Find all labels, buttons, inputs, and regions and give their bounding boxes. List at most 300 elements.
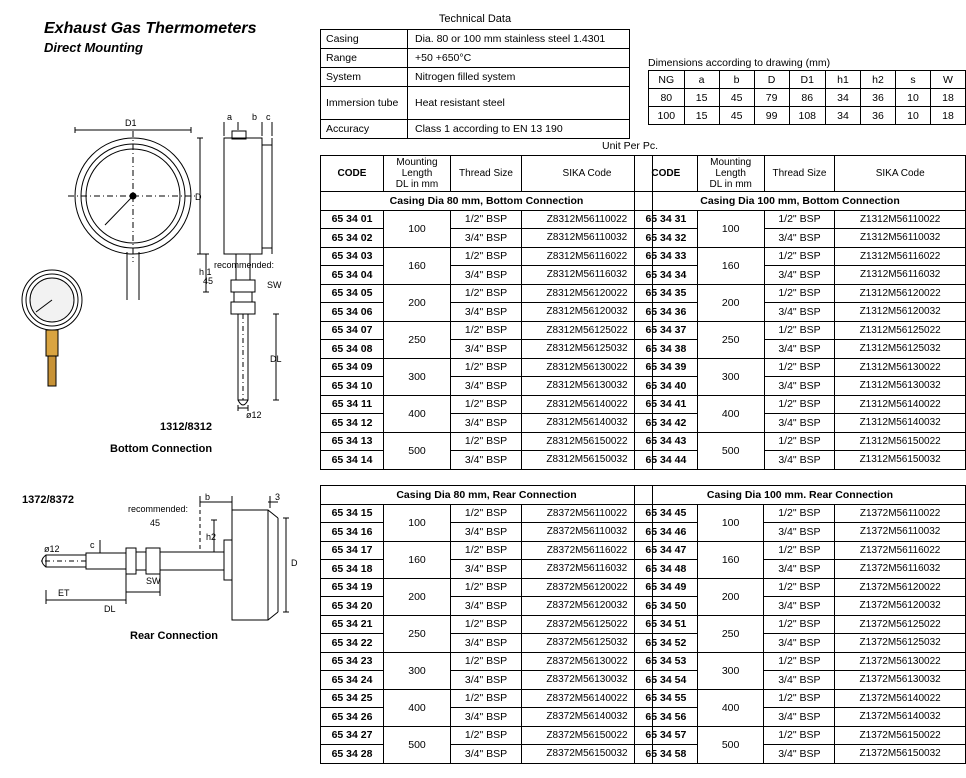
dim-header: h2 [860,71,895,89]
col-header-thread: Thread Size [451,156,522,192]
table-dia100-rear [634,485,966,764]
section-title-row [635,486,966,505]
cell-sika: Z1312M56120032 [835,303,966,322]
cell-length: 500 [384,726,451,763]
cell-code: 65 34 47 [635,541,698,560]
dim-cell: 10 [895,107,930,125]
cell-thread: 1/2" BSP [451,652,522,671]
table-row [321,321,653,340]
cell-thread: 1/2" BSP [451,615,522,634]
section-title: Casing Dia 100 mm, Bottom Connection [635,192,966,211]
dim-cell: 79 [754,89,789,107]
table-row [321,395,653,414]
cell-thread: 3/4" BSP [451,414,522,433]
cell-code: 65 34 51 [635,615,698,634]
cell-thread: 3/4" BSP [451,560,522,579]
dim-cell: 108 [789,107,825,125]
table-row [635,321,966,340]
dim-cell: 100 [649,107,685,125]
cell-code: 65 34 04 [321,266,384,285]
table-row [321,634,653,653]
cell-sika: Z1312M56150032 [835,451,966,470]
svg-text:b: b [252,112,258,122]
cell-code: 65 34 50 [635,597,698,616]
cell-thread: 1/2" BSP [451,358,522,377]
table-dia80-rear [320,485,653,764]
table-row [321,414,653,433]
technical-data-title: Technical Data [438,13,512,25]
table-row [635,578,966,597]
cell-code: 65 34 57 [635,726,698,745]
cell-code: 65 34 32 [635,229,698,248]
cell-sika: Z8372M56130022 [522,652,653,671]
cell-code: 65 34 14 [321,451,384,470]
cell-length: 200 [384,578,451,615]
cell-sika: Z8372M56116022 [522,541,653,560]
table-row [635,303,966,322]
cell-sika: Z1372M56130032 [835,671,966,690]
tech-label: Range [321,49,408,68]
cell-sika: Z1312M56140032 [835,414,966,433]
dimensions-title: Dimensions according to drawing (mm) [648,57,831,69]
cell-length: 160 [697,247,764,284]
cell-code: 65 34 23 [321,652,384,671]
cell-length: 250 [384,321,451,358]
cell-sika: Z8312M56110022 [522,210,653,229]
dim-cell: 80 [649,89,685,107]
cell-code: 65 34 55 [635,689,698,708]
cell-thread: 1/2" BSP [451,504,522,523]
cell-code: 65 34 13 [321,432,384,451]
cell-thread: 1/2" BSP [451,247,522,266]
cell-sika: Z8372M56140032 [522,708,653,727]
cell-sika: Z8312M56150022 [522,432,653,451]
table-row [321,120,630,139]
cell-code: 65 34 22 [321,634,384,653]
table-row [321,597,653,616]
cell-length: 500 [697,432,764,469]
cell-code: 65 34 16 [321,523,384,542]
cell-thread: 3/4" BSP [764,266,835,285]
cell-sika: Z8372M56130032 [522,671,653,690]
cell-thread: 1/2" BSP [451,689,522,708]
table-row [635,432,966,451]
cell-code: 65 34 11 [321,395,384,414]
cell-thread: 1/2" BSP [764,210,835,229]
dimensions-table [648,70,966,125]
cell-code: 65 34 49 [635,578,698,597]
dim-cell: 86 [789,89,825,107]
cell-thread: 3/4" BSP [451,377,522,396]
cell-length: 300 [384,358,451,395]
table-row [321,708,653,727]
cell-sika: Z1312M56125032 [835,340,966,359]
cell-sika: Z8312M56120032 [522,303,653,322]
cell-sika: Z8312M56125022 [522,321,653,340]
cell-code: 65 34 20 [321,597,384,616]
table-dia100-bottom [634,155,966,470]
table-row [321,87,630,120]
dim-cell: 99 [754,107,789,125]
svg-text:h 1: h 1 [199,267,212,277]
cell-sika: Z1372M56140022 [835,689,966,708]
cell-sika: Z8312M56110032 [522,229,653,248]
dim-header: D [754,71,789,89]
cell-thread: 3/4" BSP [764,377,835,396]
table-row [635,451,966,470]
cell-thread: 3/4" BSP [764,708,835,727]
cell-length: 300 [697,358,764,395]
cell-thread: 3/4" BSP [764,523,835,542]
dim-header: W [930,71,965,89]
cell-thread: 3/4" BSP [451,229,522,248]
cell-code: 65 34 41 [635,395,698,414]
dim-cell: 18 [930,107,965,125]
svg-text:DL: DL [104,604,116,614]
table-row [635,414,966,433]
table-row [649,89,966,107]
cell-thread: 3/4" BSP [764,340,835,359]
cell-code: 65 34 35 [635,284,698,303]
svg-text:45: 45 [150,518,161,528]
cell-sika: Z8372M56125032 [522,634,653,653]
table-row [321,560,653,579]
col-header-code: CODE [635,156,698,192]
cell-code: 65 34 26 [321,708,384,727]
cell-thread: 1/2" BSP [451,578,522,597]
svg-text:SW: SW [267,280,282,290]
cell-code: 65 34 03 [321,247,384,266]
cell-length: 160 [384,247,451,284]
cell-thread: 3/4" BSP [451,671,522,690]
cell-thread: 1/2" BSP [764,541,835,560]
cell-code: 65 34 07 [321,321,384,340]
dim-cell: 15 [684,89,719,107]
table-row [321,303,653,322]
table-row [321,49,630,68]
cell-sika: Z8312M56116032 [522,266,653,285]
cell-code: 65 34 43 [635,432,698,451]
table-header-row [321,156,653,192]
cell-sika: Z1312M56150022 [835,432,966,451]
figure-label-1372: 1372/8372 [22,494,74,506]
svg-text:D: D [291,558,298,568]
dim-header: b [719,71,754,89]
table-row [635,652,966,671]
cell-thread: 3/4" BSP [451,523,522,542]
cell-thread: 3/4" BSP [764,303,835,322]
table-row [321,210,653,229]
table-row [635,615,966,634]
cell-code: 65 34 05 [321,284,384,303]
cell-code: 65 34 17 [321,541,384,560]
figure-label-1312: 1312/8312 [160,421,212,433]
cell-length: 250 [697,321,764,358]
cell-code: 65 34 09 [321,358,384,377]
table-row [321,615,653,634]
table-row [321,504,653,523]
cell-thread: 1/2" BSP [764,284,835,303]
cell-sika: Z1312M56110032 [835,229,966,248]
cell-thread: 1/2" BSP [451,284,522,303]
cell-code: 65 34 33 [635,247,698,266]
cell-thread: 1/2" BSP [764,321,835,340]
svg-text:D1: D1 [125,118,137,128]
col-header-sika: SIKA Code [522,156,653,192]
cell-thread: 1/2" BSP [451,541,522,560]
table-row [635,671,966,690]
cell-code: 65 34 44 [635,451,698,470]
section-title-row [635,192,966,211]
cell-sika: Z1372M56120032 [835,597,966,616]
cell-sika: Z8372M56110032 [522,523,653,542]
cell-thread: 1/2" BSP [764,432,835,451]
cell-code: 65 34 12 [321,414,384,433]
svg-text:b: b [205,492,211,502]
cell-code: 65 34 10 [321,377,384,396]
svg-text:c: c [266,112,271,122]
table-row [321,229,653,248]
cell-sika: Z1372M56125022 [835,615,966,634]
cell-code: 65 34 28 [321,745,384,764]
cell-length: 400 [384,395,451,432]
cell-sika: Z1312M56110022 [835,210,966,229]
cell-sika: Z1312M56130022 [835,358,966,377]
cell-sika: Z8312M56140022 [522,395,653,414]
tech-label: Immersion tube [321,87,408,120]
svg-text:c: c [90,540,95,550]
dim-header: h1 [825,71,860,89]
cell-sika: Z1372M56116022 [835,541,966,560]
dim-cell: 36 [860,107,895,125]
cell-thread: 1/2" BSP [451,395,522,414]
cell-sika: Z8372M56120032 [522,597,653,616]
table-row [321,247,653,266]
table-row [635,745,966,764]
cell-code: 65 34 19 [321,578,384,597]
table-row [635,726,966,745]
cell-code: 65 34 01 [321,210,384,229]
cell-thread: 1/2" BSP [764,615,835,634]
cell-sika: Z8372M56150022 [522,726,653,745]
table-row [635,395,966,414]
table-row [321,689,653,708]
cell-code: 65 34 31 [635,210,698,229]
table-row [635,247,966,266]
cell-thread: 3/4" BSP [451,745,522,764]
cell-thread: 1/2" BSP [764,358,835,377]
cell-sika: Z1372M56150032 [835,745,966,764]
table-row [321,266,653,285]
svg-text:ø12: ø12 [246,410,262,420]
table-row [321,432,653,451]
svg-text:SW: SW [146,576,161,586]
cell-code: 65 34 34 [635,266,698,285]
table-row [635,541,966,560]
cell-thread: 3/4" BSP [764,634,835,653]
svg-text:3: 3 [275,492,281,502]
table-row [635,229,966,248]
cell-code: 65 34 02 [321,229,384,248]
cell-code: 65 34 24 [321,671,384,690]
table-row [321,652,653,671]
cell-code: 65 34 06 [321,303,384,322]
cell-code: 65 34 27 [321,726,384,745]
cell-length: 250 [697,615,764,652]
table-row [321,68,630,87]
table-row [649,107,966,125]
cell-code: 65 34 39 [635,358,698,377]
cell-length: 100 [697,504,764,541]
cell-thread: 1/2" BSP [451,432,522,451]
cell-sika: Z1372M56120022 [835,578,966,597]
cell-length: 400 [697,689,764,726]
technical-data-table [320,29,630,139]
cell-thread: 1/2" BSP [764,689,835,708]
code-table [320,155,653,470]
cell-thread: 1/2" BSP [764,247,835,266]
cell-thread: 1/2" BSP [764,395,835,414]
cell-code: 65 34 18 [321,560,384,579]
cell-thread: 1/2" BSP [451,210,522,229]
cell-sika: Z8312M56120022 [522,284,653,303]
table-row [321,377,653,396]
svg-text:ET: ET [58,588,70,598]
table-row [635,266,966,285]
cell-length: 200 [697,284,764,321]
cell-code: 65 34 48 [635,560,698,579]
svg-text:D: D [195,192,202,202]
cell-length: 300 [384,652,451,689]
col-header-length: Mounting Length DL in mm [697,156,764,192]
cell-code: 65 34 40 [635,377,698,396]
cell-length: 250 [384,615,451,652]
cell-code: 65 34 42 [635,414,698,433]
table-row [321,340,653,359]
cell-length: 300 [697,652,764,689]
tech-value: Dia. 80 or 100 mm stainless steel 1.4301 [408,30,630,49]
table-row [321,358,653,377]
col-header-sika: SIKA Code [835,156,966,192]
dim-header: D1 [789,71,825,89]
table-row [321,578,653,597]
dim-cell: 34 [825,89,860,107]
table-row [635,210,966,229]
dim-cell: 10 [895,89,930,107]
cell-sika: Z8372M56125022 [522,615,653,634]
cell-sika: Z1372M56130022 [835,652,966,671]
cell-sika: Z1372M56116032 [835,560,966,579]
code-table [634,155,966,470]
cell-sika: Z1312M56120022 [835,284,966,303]
dim-cell: 45 [719,89,754,107]
cell-sika: Z1372M56150022 [835,726,966,745]
cell-sika: Z1312M56130032 [835,377,966,396]
tech-value: Class 1 according to EN 13 190 [408,120,630,139]
tech-value: Heat resistant steel [408,87,630,120]
table-row [635,377,966,396]
dim-cell: 45 [719,107,754,125]
table-row [321,726,653,745]
cell-length: 500 [697,726,764,763]
cell-sika: Z8372M56150032 [522,745,653,764]
cell-thread: 1/2" BSP [764,578,835,597]
cell-code: 65 34 45 [635,504,698,523]
table-row [321,541,653,560]
dim-cell: 18 [930,89,965,107]
cell-thread: 1/2" BSP [764,504,835,523]
col-header-code: CODE [321,156,384,192]
cell-length: 500 [384,432,451,469]
figure-caption-bottom: Bottom Connection [110,443,213,455]
section-title: Casing Dia 80 mm, Bottom Connection [321,192,653,211]
table-row [321,523,653,542]
table-row [321,671,653,690]
table-row [635,284,966,303]
cell-sika: Z8372M56140022 [522,689,653,708]
col-header-length: Mounting Length DL in mm [384,156,451,192]
cell-code: 65 34 38 [635,340,698,359]
cell-code: 65 34 37 [635,321,698,340]
cell-length: 100 [697,210,764,247]
unit-per-pc-label: Unit Per Pc. [601,140,659,152]
cell-thread: 3/4" BSP [764,229,835,248]
table-row [635,358,966,377]
cell-code: 65 34 36 [635,303,698,322]
table-row [321,30,630,49]
svg-text:45: 45 [203,276,214,286]
cell-sika: Z1372M56110032 [835,523,966,542]
section-title-row [321,486,653,505]
cell-sika: Z8312M56116022 [522,247,653,266]
cell-sika: Z8372M56116032 [522,560,653,579]
cell-length: 100 [384,504,451,541]
table-row [635,634,966,653]
cell-thread: 3/4" BSP [451,303,522,322]
cell-thread: 3/4" BSP [764,671,835,690]
section-title: Casing Dia 80 mm, Rear Connection [321,486,653,505]
cell-sika: Z8312M56125032 [522,340,653,359]
cell-sika: Z8312M56130032 [522,377,653,396]
dim-cell: 36 [860,89,895,107]
cell-code: 65 34 56 [635,708,698,727]
table-row [321,745,653,764]
cell-sika: Z1312M56140022 [835,395,966,414]
cell-length: 100 [384,210,451,247]
tech-value: +50 +650°C [408,49,630,68]
cell-sika: Z8312M56140032 [522,414,653,433]
cell-length: 200 [384,284,451,321]
cell-thread: 3/4" BSP [451,597,522,616]
cell-length: 400 [697,395,764,432]
cell-sika: Z1372M56125032 [835,634,966,653]
cell-thread: 1/2" BSP [451,321,522,340]
cell-thread: 3/4" BSP [764,451,835,470]
cell-code: 65 34 46 [635,523,698,542]
cell-thread: 1/2" BSP [764,726,835,745]
cell-sika: Z8372M56110022 [522,504,653,523]
cell-sika: Z1312M56116022 [835,247,966,266]
dim-header: s [895,71,930,89]
dim-cell: 34 [825,107,860,125]
code-table [320,485,653,764]
svg-text:recommended:: recommended: [214,260,275,270]
cell-code: 65 34 08 [321,340,384,359]
svg-text:ø12: ø12 [44,544,60,554]
table-row [635,708,966,727]
table-row [635,523,966,542]
svg-text:DL: DL [270,354,282,364]
